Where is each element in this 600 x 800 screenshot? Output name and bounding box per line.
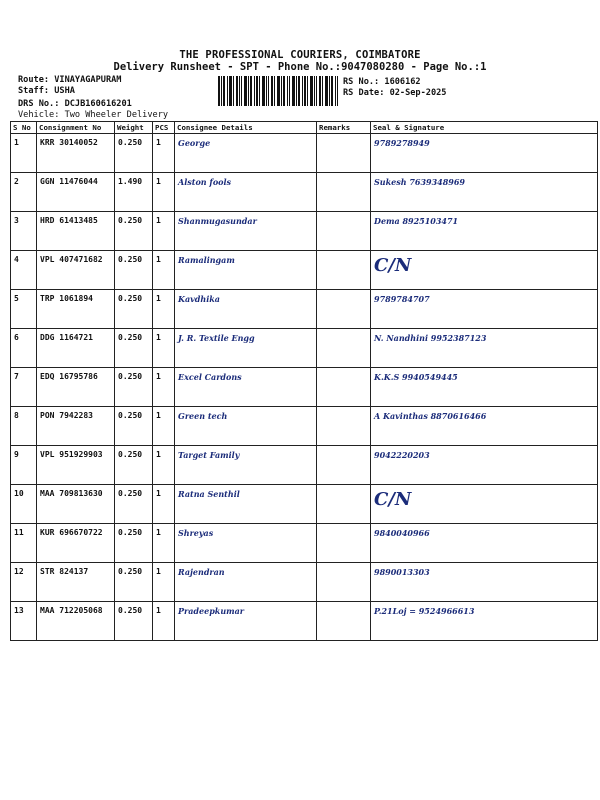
cell-weight: 0.250 bbox=[115, 368, 153, 407]
cell-consignment: MAA 712205068 bbox=[37, 602, 115, 641]
cell-weight: 0.250 bbox=[115, 212, 153, 251]
cell-signature: 9789784707 bbox=[371, 290, 598, 329]
cell-remarks bbox=[317, 251, 371, 290]
cell-pcs: 1 bbox=[153, 446, 175, 485]
cell-consignment: VPL 407471682 bbox=[37, 251, 115, 290]
col-remarks: Remarks bbox=[317, 122, 371, 134]
cell-weight: 0.250 bbox=[115, 485, 153, 524]
cell-sno: 12 bbox=[11, 563, 37, 602]
cell-remarks bbox=[317, 290, 371, 329]
col-seal-signature: Seal & Signature bbox=[371, 122, 598, 134]
table-header-row bbox=[11, 122, 598, 134]
cell-remarks bbox=[317, 524, 371, 563]
cell-consignment: MAA 709813630 bbox=[37, 485, 115, 524]
cell-consignment: EDQ 16795786 bbox=[37, 368, 115, 407]
document-title: THE PROFESSIONAL COURIERS, COIMBATORE bbox=[179, 49, 421, 61]
cell-weight: 0.250 bbox=[115, 329, 153, 368]
cell-consignee: Ramalingam bbox=[175, 251, 317, 290]
cell-consignment: KRR 30140052 bbox=[37, 134, 115, 173]
col-sno: S No bbox=[11, 122, 37, 134]
cell-signature: A Kavinthas 8870616466 bbox=[371, 407, 598, 446]
table-row bbox=[11, 407, 598, 446]
cell-pcs: 1 bbox=[153, 602, 175, 641]
cell-remarks bbox=[317, 446, 371, 485]
table-row bbox=[11, 329, 598, 368]
cell-pcs: 1 bbox=[153, 251, 175, 290]
cell-remarks bbox=[317, 212, 371, 251]
cell-remarks bbox=[317, 407, 371, 446]
cell-pcs: 1 bbox=[153, 407, 175, 446]
cell-pcs: 1 bbox=[153, 329, 175, 368]
cell-consignee: Rajendran bbox=[175, 563, 317, 602]
cell-remarks bbox=[317, 329, 371, 368]
cell-weight: 0.250 bbox=[115, 563, 153, 602]
table-row bbox=[11, 563, 598, 602]
table-row bbox=[11, 446, 598, 485]
cell-sno: 10 bbox=[11, 485, 37, 524]
cell-weight: 0.250 bbox=[115, 407, 153, 446]
cell-weight: 0.250 bbox=[115, 134, 153, 173]
vehicle-label: Vehicle: Two Wheeler Delivery bbox=[18, 110, 169, 120]
cell-pcs: 1 bbox=[153, 563, 175, 602]
cell-weight: 0.250 bbox=[115, 446, 153, 485]
col-consignment: Consignment No bbox=[37, 122, 115, 134]
cell-pcs: 1 bbox=[153, 485, 175, 524]
table-row bbox=[11, 602, 598, 641]
cell-remarks bbox=[317, 485, 371, 524]
cell-sno: 11 bbox=[11, 524, 37, 563]
runsheet-table bbox=[10, 121, 598, 641]
cell-sno: 13 bbox=[11, 602, 37, 641]
table-row bbox=[11, 134, 598, 173]
cell-pcs: 1 bbox=[153, 368, 175, 407]
cell-remarks bbox=[317, 368, 371, 407]
cell-sno: 2 bbox=[11, 173, 37, 212]
cell-sno: 6 bbox=[11, 329, 37, 368]
cell-remarks bbox=[317, 602, 371, 641]
cell-signature: 9890013303 bbox=[371, 563, 598, 602]
cell-weight: 0.250 bbox=[115, 290, 153, 329]
document-subtitle: Delivery Runsheet - SPT - Phone No.:9047080280 - Page No.:1 bbox=[113, 61, 487, 73]
cell-consignment: KUR 696670722 bbox=[37, 524, 115, 563]
cell-sno: 1 bbox=[11, 134, 37, 173]
cell-weight: 0.250 bbox=[115, 251, 153, 290]
cell-consignee: Ratna Senthil bbox=[175, 485, 317, 524]
table-row bbox=[11, 524, 598, 563]
staff-label: Staff: USHA bbox=[18, 86, 75, 96]
cell-signature: N. Nandhini 9952387123 bbox=[371, 329, 598, 368]
cell-sno: 3 bbox=[11, 212, 37, 251]
cell-consignee: Excel Cardons bbox=[175, 368, 317, 407]
cell-consignment: TRP 1061894 bbox=[37, 290, 115, 329]
table-row bbox=[11, 485, 598, 524]
cell-consignee: Alston fools bbox=[175, 173, 317, 212]
route-label: Route: VINAYAGAPURAM bbox=[18, 75, 122, 85]
col-consignee: Consignee Details bbox=[175, 122, 317, 134]
cell-consignee: Shreyas bbox=[175, 524, 317, 563]
cell-pcs: 1 bbox=[153, 212, 175, 251]
cell-signature: Dema 8925103471 bbox=[371, 212, 598, 251]
table-row bbox=[11, 251, 598, 290]
cell-sno: 4 bbox=[11, 251, 37, 290]
cell-weight: 0.250 bbox=[115, 524, 153, 563]
cell-consignee: George bbox=[175, 134, 317, 173]
table-row bbox=[11, 212, 598, 251]
rs-number: RS No.: 1606162 bbox=[343, 77, 421, 87]
cell-consignment: STR 824137 bbox=[37, 563, 115, 602]
cell-weight: 0.250 bbox=[115, 602, 153, 641]
cell-sno: 8 bbox=[11, 407, 37, 446]
cell-remarks bbox=[317, 173, 371, 212]
cell-consignee: Target Family bbox=[175, 446, 317, 485]
cell-signature: P.21Loj = 9524966613 bbox=[371, 602, 598, 641]
cell-consignment: GGN 11476044 bbox=[37, 173, 115, 212]
cell-signature: C/N bbox=[371, 485, 598, 524]
cell-signature: Sukesh 7639348969 bbox=[371, 173, 598, 212]
cell-consignee: J. R. Textile Engg bbox=[175, 329, 317, 368]
drs-number: DRS No.: DCJB160616201 bbox=[18, 99, 132, 109]
cell-remarks bbox=[317, 134, 371, 173]
cell-signature: C/N bbox=[371, 251, 598, 290]
cell-pcs: 1 bbox=[153, 524, 175, 563]
col-weight: Weight bbox=[115, 122, 153, 134]
cell-signature: 9789278949 bbox=[371, 134, 598, 173]
rs-date: RS Date: 02-Sep-2025 bbox=[343, 88, 447, 98]
table-row bbox=[11, 290, 598, 329]
cell-consignment: PON 7942283 bbox=[37, 407, 115, 446]
table-row bbox=[11, 173, 598, 212]
cell-sno: 7 bbox=[11, 368, 37, 407]
cell-signature: 9042220203 bbox=[371, 446, 598, 485]
cell-consignment: DDG 1164721 bbox=[37, 329, 115, 368]
cell-consignment: HRD 61413485 bbox=[37, 212, 115, 251]
cell-consignee: Green tech bbox=[175, 407, 317, 446]
cell-remarks bbox=[317, 563, 371, 602]
cell-sno: 9 bbox=[11, 446, 37, 485]
cell-signature: K.K.S 9940549445 bbox=[371, 368, 598, 407]
cell-signature: 9840040966 bbox=[371, 524, 598, 563]
table-row bbox=[11, 368, 598, 407]
cell-pcs: 1 bbox=[153, 134, 175, 173]
cell-pcs: 1 bbox=[153, 173, 175, 212]
cell-consignee: Shanmugasundar bbox=[175, 212, 317, 251]
cell-consignment: VPL 951929903 bbox=[37, 446, 115, 485]
cell-consignee: Kavdhika bbox=[175, 290, 317, 329]
cell-consignee: Pradeepkumar bbox=[175, 602, 317, 641]
cell-sno: 5 bbox=[11, 290, 37, 329]
cell-pcs: 1 bbox=[153, 290, 175, 329]
cell-weight: 1.490 bbox=[115, 173, 153, 212]
col-pcs: PCS bbox=[153, 122, 175, 134]
barcode-icon bbox=[218, 76, 338, 106]
